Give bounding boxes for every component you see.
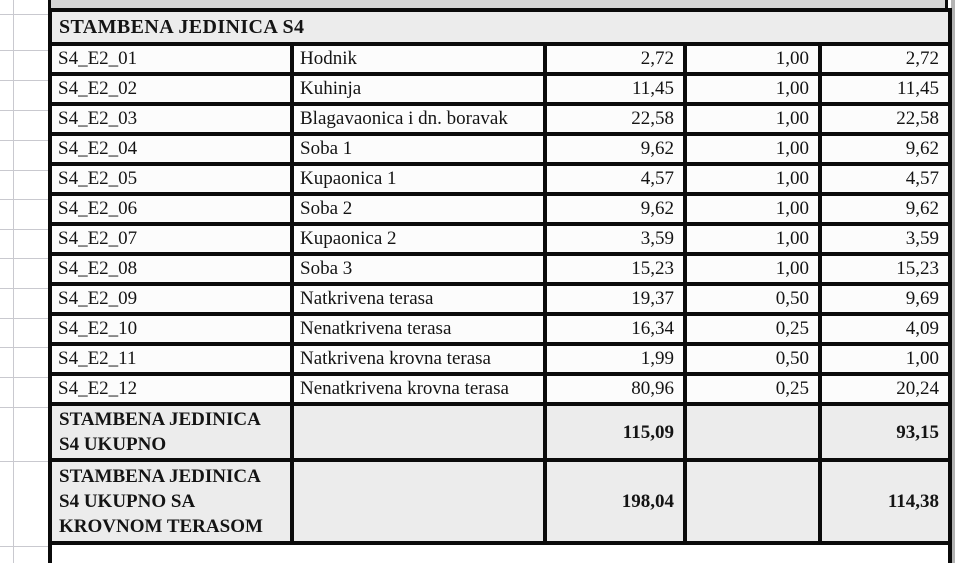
room-name: Blagavaonica i dn. boravak — [292, 104, 545, 134]
section-title: STAMBENA JEDINICA S4 — [50, 10, 950, 44]
table-row — [50, 224, 950, 254]
room-area: 19,37 — [545, 284, 685, 314]
margin-gridline — [0, 258, 48, 259]
margin-gridline — [0, 546, 48, 547]
unit-id: S4_E2_06 — [50, 194, 292, 224]
summary-coef — [685, 460, 820, 543]
margin-gridline — [0, 229, 48, 230]
unit-id: S4_E2_04 — [50, 134, 292, 164]
summary-total: 114,38 — [820, 460, 950, 543]
room-area: 2,72 — [545, 44, 685, 74]
summary-area: 115,09 — [545, 404, 685, 460]
room-total: 9,62 — [820, 134, 950, 164]
next-section-partial-row — [50, 543, 950, 563]
unit-id: S4_E2_10 — [50, 314, 292, 344]
room-name: Nenatkrivena krovna terasa — [292, 374, 545, 404]
room-coef: 0,50 — [685, 284, 820, 314]
room-total: 4,57 — [820, 164, 950, 194]
room-coef: 1,00 — [685, 74, 820, 104]
room-total: 22,58 — [820, 104, 950, 134]
room-name: Kupaonica 1 — [292, 164, 545, 194]
room-area: 11,45 — [545, 74, 685, 104]
table-row — [50, 374, 950, 404]
summary-label: STAMBENA JEDINICA S4 UKUPNO — [50, 404, 292, 460]
room-coef: 1,00 — [685, 194, 820, 224]
margin-gridline — [0, 377, 48, 378]
previous-row-remnant — [48, 0, 948, 8]
room-name: Kuhinja — [292, 74, 545, 104]
room-coef: 0,25 — [685, 314, 820, 344]
table-row — [50, 344, 950, 374]
room-total: 15,23 — [820, 254, 950, 284]
room-area: 1,99 — [545, 344, 685, 374]
room-coef: 1,00 — [685, 224, 820, 254]
margin-gridline — [0, 110, 48, 111]
section-header-row — [50, 10, 950, 44]
summary-label: STAMBENA JEDINICA S4 UKUPNO SA KROVNOM TERASOM — [50, 460, 292, 543]
unit-id: S4_E2_09 — [50, 284, 292, 314]
summary-empty-cell — [292, 460, 545, 543]
room-area: 22,58 — [545, 104, 685, 134]
room-area: 15,23 — [545, 254, 685, 284]
room-coef: 0,25 — [685, 374, 820, 404]
room-name: Natkrivena krovna terasa — [292, 344, 545, 374]
table-row — [50, 284, 950, 314]
margin-gridline — [0, 407, 48, 408]
room-name: Soba 2 — [292, 194, 545, 224]
room-total: 1,00 — [820, 344, 950, 374]
room-total: 9,69 — [820, 284, 950, 314]
margin-gridline — [0, 14, 48, 15]
room-name: Kupaonica 2 — [292, 224, 545, 254]
margin-gridline — [0, 318, 48, 319]
room-area: 9,62 — [545, 134, 685, 164]
unit-rows — [50, 44, 950, 404]
room-coef: 1,00 — [685, 164, 820, 194]
table-row — [50, 194, 950, 224]
room-coef: 1,00 — [685, 104, 820, 134]
margin-gridline — [0, 288, 48, 289]
room-coef: 1,00 — [685, 134, 820, 164]
unit-area-table — [48, 8, 952, 563]
unit-id: S4_E2_07 — [50, 224, 292, 254]
summary-coef — [685, 404, 820, 460]
table-row — [50, 164, 950, 194]
margin-gridline — [0, 140, 48, 141]
room-name: Nenatkrivena terasa — [292, 314, 545, 344]
table-row — [50, 314, 950, 344]
summary-area: 198,04 — [545, 460, 685, 543]
room-name: Soba 3 — [292, 254, 545, 284]
room-name: Hodnik — [292, 44, 545, 74]
unit-id: S4_E2_01 — [50, 44, 292, 74]
unit-id: S4_E2_05 — [50, 164, 292, 194]
unit-id: S4_E2_03 — [50, 104, 292, 134]
table-row — [50, 254, 950, 284]
margin-gridline — [0, 347, 48, 348]
table-row — [50, 104, 950, 134]
room-area: 9,62 — [545, 194, 685, 224]
unit-id: S4_E2_08 — [50, 254, 292, 284]
room-total: 3,59 — [820, 224, 950, 254]
summary-row-ukupno — [50, 404, 950, 460]
room-total: 4,09 — [820, 314, 950, 344]
margin-gridline — [0, 461, 48, 462]
margin-gridline-vertical — [13, 0, 14, 563]
room-total: 2,72 — [820, 44, 950, 74]
room-coef: 1,00 — [685, 44, 820, 74]
margin-gridline — [0, 199, 48, 200]
room-coef: 1,00 — [685, 254, 820, 284]
summary-rows — [50, 404, 950, 563]
table-head — [50, 10, 950, 44]
table-row — [50, 134, 950, 164]
unit-id: S4_E2_02 — [50, 74, 292, 104]
margin-gridline — [0, 50, 48, 51]
summary-empty-cell — [292, 404, 545, 460]
room-name: Soba 1 — [292, 134, 545, 164]
room-total: 20,24 — [820, 374, 950, 404]
next-section-cell — [50, 543, 950, 563]
room-area: 4,57 — [545, 164, 685, 194]
room-total: 9,62 — [820, 194, 950, 224]
margin-gridline — [0, 170, 48, 171]
room-name: Natkrivena terasa — [292, 284, 545, 314]
unit-id: S4_E2_12 — [50, 374, 292, 404]
room-total: 11,45 — [820, 74, 950, 104]
room-area: 3,59 — [545, 224, 685, 254]
room-area: 16,34 — [545, 314, 685, 344]
table-row — [50, 74, 950, 104]
unit-id: S4_E2_11 — [50, 344, 292, 374]
table-row — [50, 44, 950, 74]
summary-row-ukupno-krovna — [50, 460, 950, 543]
margin-gridline — [0, 80, 48, 81]
room-area: 80,96 — [545, 374, 685, 404]
summary-total: 93,15 — [820, 404, 950, 460]
room-coef: 0,50 — [685, 344, 820, 374]
